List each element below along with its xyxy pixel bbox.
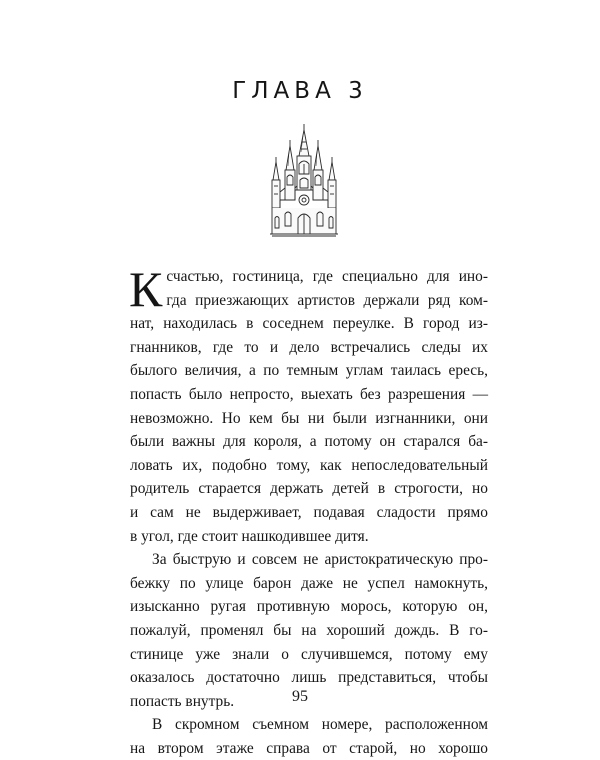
text-line: были важны для короля, а потому он старался ба- (130, 433, 488, 451)
text-line: За быструю и совсем не аристократическую про- (152, 551, 488, 569)
paragraph-3 (130, 713, 488, 760)
page-number: 95 (292, 688, 308, 705)
text-line: родитель старается держать детей в строгости, но (130, 480, 488, 498)
castle-icon (268, 122, 340, 240)
text-line: оказалось достаточно лишь представиться, чтобы (130, 669, 488, 687)
text-line: гда приезжающих артистов держали ряд ком- (166, 291, 488, 309)
text-line: былого величия, а по темным углам таилась ересь, (130, 362, 488, 380)
drop-cap: К (129, 261, 163, 317)
text-line: В скромном съемном номере, расположенном (152, 716, 488, 734)
chapter-title: ГЛАВА 3 (232, 78, 368, 104)
text-line: нат, находилась в соседнем переулке. В город из- (130, 315, 488, 333)
text-line: гнанников, где то и дело встречались следы их (130, 338, 488, 356)
text-line: и сам не выдерживает, подавая сладости прямо (130, 503, 488, 521)
text-line: невозможно. Но кем бы ни были изгнанники, они (130, 409, 488, 427)
text-line: бежку по улице барон даже не успел намокнуть, (130, 574, 488, 592)
text-line: изысканно ругая противную морось, которую он, (130, 598, 488, 616)
text-line: стинице уже знали о случившемся, потому ему (130, 645, 488, 663)
text-line: на втором этаже справа от старой, но хорошо (130, 739, 488, 757)
text-line: ловать их, подобно тому, как непоследовательный (130, 456, 488, 474)
text-line: попасть внутрь. (130, 692, 235, 710)
text-line: в угол, где стоит нашкодившее дитя. (130, 527, 369, 545)
text-line: попасть было непросто, выехать без разрешения — (130, 385, 488, 403)
text-line: пожалуй, променял бы на хороший дождь. В го- (130, 621, 488, 639)
text-line: счастью, гостиница, где специально для ино- (166, 268, 488, 285)
body-text (129, 261, 488, 760)
paragraph-1 (129, 261, 488, 548)
